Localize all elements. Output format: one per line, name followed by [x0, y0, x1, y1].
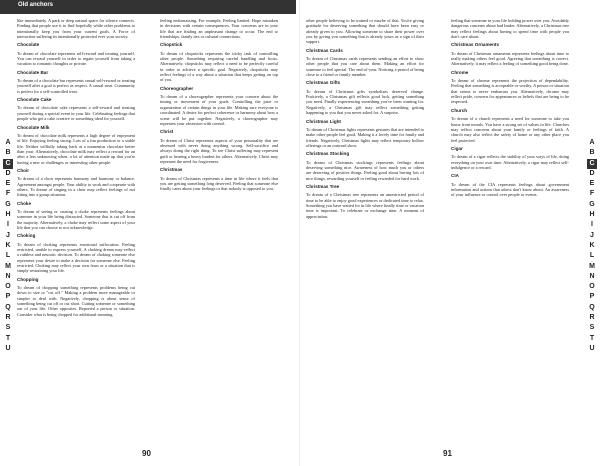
alphabet-tab-q: Q — [5, 303, 11, 311]
entry-body: To dream of Christmas lights represents gestures that are intended to make other people feel good. Making it a lovely time for family and friends. Negatively, Christmas lights may reflect temporary hollow offerings or an outward show. — [306, 126, 424, 148]
alphabet-tab-j: J — [6, 231, 10, 239]
entry-heading: Christmas Ornaments — [451, 42, 499, 48]
alphabet-tab-c: C — [3, 159, 13, 169]
alphabet-index-right — [587, 138, 597, 354]
entry-heading: Christ — [160, 129, 174, 135]
entry-body: To dream of Christmas represents a time in life where it feels that you are getting something long deserved. Feeling that someone else finally cares about your feelings or that nobody is opposed to you. — [160, 175, 278, 192]
text-column-2 — [160, 18, 278, 195]
entry-body: To dream of Christmas ornaments represents feelings about time to really making others feel good. Agreeing that something is correct. Alternatively, it may reflect a feeling of something good being done. — [451, 50, 569, 67]
entry-heading: Choir — [17, 167, 29, 173]
entry-body: other people believing to be trained or maybe of that. You're giving gratitude for deserving something that should have been easy or already given to you. Allowing someone to share their power over you by giving you something that is already yours as a sign of their support. — [306, 18, 424, 45]
entry-body: To dream of chocolate represents self-reward and treating yourself. You can reward yourself in order to regain yourself from taking a vacation to romantic thoughts or private. — [17, 50, 135, 67]
entry-heading: Chopping — [17, 276, 39, 282]
page-number-left: 90 — [142, 449, 151, 458]
entry-body: To dream of a choir represents harmony and harmony or balance. Agreement amongst people. Your ability to work and cooperate with others. To dream of singing in a choir may reflect feelings of not fitting into a group situation. — [17, 176, 135, 198]
entry-body: To dream of a Christmas tree represents an unrestricted period of time to be able to enjoy good experiences or dedicated time to relax. Something you have waited for in life where finally time or vacation time is important. To celebrate or exchange time. A moment of appreciation. — [306, 192, 425, 219]
alphabet-tab-e: E — [589, 180, 595, 188]
alphabet-tab-t: T — [5, 334, 11, 342]
entry-body: To dream of a choreographer represents your concern about the timing or movement of your goals. Controlling the pace or organization of certain things in your life. Making sure everyone is coordinated. A desire for perfect coherence or harmony about how a scene will be put together. Negatively, a choreographer may represent your obsession with control. — [160, 94, 278, 126]
entry-heading: Church — [451, 107, 468, 113]
text-column-3 — [306, 18, 424, 222]
alphabet-tab-f: F — [589, 190, 595, 198]
alphabet-tab-p: P — [589, 293, 595, 301]
entry-heading: CIA — [451, 173, 459, 179]
entry-body: To dream of chopping something represents problems being cut down to size or "cut off." Making a problem more manageable or simpler to deal with. Negatively, chopping is about sense of something being cut off or cut short. Cutting someone or something out of your life. Other opposites. Reported a person or situation. Consider what is being chopped for additional meaning. — [17, 285, 135, 317]
running-head: Old anchors — [18, 2, 54, 8]
alphabet-tab-n: N — [5, 272, 11, 280]
alphabet-tab-f: F — [5, 190, 11, 198]
alphabet-tab-m: M — [589, 262, 595, 270]
entry-heading: Choke — [17, 200, 32, 206]
alphabet-tab-e: E — [5, 180, 11, 188]
text-column-1 — [17, 18, 135, 320]
alphabet-tab-m: M — [5, 262, 11, 270]
entry-body: feeling embarrassing. For example, Feeling limited. Hope mistaken in decisions with certain consequences. Your concerns are in your life that are finding an unpleasant change to occur. The end to friendships, family ties or cultural connections. — [160, 18, 278, 40]
entry-body: To dream of Christmas gifts symbolizes deserved change. Positively, a Christmas gift reflects good luck, getting something you need. Finally experiencing something you've been wanting for. Negatively, a Christmas gift may reflect something getting happening to you that you never asked for. A surprise. — [306, 88, 424, 116]
entry-body: To dream of a cigar reflects the stability of your ways of life, doing everything on your own time. Alternatively, a cigar may reflect self-indulgence or a reward. — [451, 154, 569, 170]
alphabet-tab-b: B — [589, 149, 595, 157]
alphabet-tab-b: B — [5, 149, 11, 157]
entry-heading: Christmas Stocking — [306, 151, 350, 157]
alphabet-tab-s: S — [589, 324, 595, 332]
alphabet-tab-l: L — [5, 252, 11, 260]
alphabet-tab-i: I — [591, 221, 593, 229]
alphabet-tab-n: N — [589, 272, 595, 280]
alphabet-tab-k: K — [5, 241, 11, 249]
entry-body: like immediately. A park or deep natural space for silence connects. Finding that people use it to find hopefully while other problems to intentionally keep you from your current goals. A Force of interaction suffering its intentionally protected ever your society. — [17, 18, 135, 40]
entry-heading: Chrome — [451, 69, 469, 75]
alphabet-tab-o: O — [589, 283, 595, 291]
entry-heading: Cigar — [451, 145, 463, 151]
entry-heading: Chocolate — [17, 42, 40, 48]
alphabet-tab-s: S — [5, 324, 11, 332]
entry-heading: Christmas Tree — [306, 183, 340, 189]
alphabet-index-left — [3, 138, 13, 354]
entry-body: To dream of chocolate cake represents a self-reward and treating yourself during a special event in your life. Celebrating feelings that people who get a cake creative or something ideal for yourself. — [17, 105, 135, 122]
page-gutter-divider — [299, 0, 300, 466]
entry-heading: Chocolate Cake — [17, 97, 52, 103]
entry-body: To dream of chrome represents the projection of dependability. Feeling that something is acceptable or worthy. A person or situation that seems to never embarrass you. Alternatively, chrome may reflect pride, concern for appearances or beliefs that are being to be respected. — [451, 78, 569, 105]
entry-body: To dream of Christmas stockings represents feelings about deserving something nice. Awareness of how much you or others are deserving of positive things. Feeling good about having lots of nice things, rewarding yourself or feeling rewarded for hard work. — [306, 159, 424, 181]
entry-body: To dream of Christmas cards represents sending an effort to show other people that you care about them. Making an effort for someone to feel special. The end-of-year. Noticing a period of being close to a friend or family member. — [306, 56, 424, 78]
entry-body: To dream of chocolate milk represents a high degree of enjoyment of life. Enjoying feeling strong. Lots of a fun production or a stable life. Neither willfully taking back at a momentus chocolate better than your. Alternatively, chocolate milk may reflect a reward for an after a less unknowing when, a lot of attention made up that you're having a new or challenges or interesting other people. — [17, 132, 135, 165]
entry-body: To dream of a chocolate bar represents casual self-reward or treating yourself after a goal is perfect as respect. A casual treat. Community is perfect for a self-controlled treat. — [17, 78, 135, 94]
entry-heading: Christmas Cards — [306, 47, 343, 53]
alphabet-tab-c: C — [587, 159, 597, 169]
entry-heading: Christmas Light — [306, 118, 341, 124]
entry-heading: Choking — [17, 233, 36, 239]
alphabet-tab-u: U — [5, 344, 11, 352]
alphabet-tab-g: G — [5, 200, 11, 208]
alphabet-tab-o: O — [5, 283, 11, 291]
text-column-4 — [451, 18, 569, 201]
entry-heading: Christmas Gifts — [306, 80, 341, 86]
entry-heading: Christmas — [160, 167, 183, 173]
entry-heading: Chopstick — [160, 42, 183, 48]
entry-body: To dream of seeing or causing a choke represents feelings about someone in your life being distracted. Someone that is cut off from the majority. Alternatively, a choke may reflect some aspect of your life that you can choose to not acknowledge. — [17, 208, 135, 230]
alphabet-tab-d: D — [589, 169, 595, 177]
alphabet-tab-i: I — [7, 221, 9, 229]
alphabet-tab-u: U — [589, 344, 595, 352]
alphabet-tab-a: A — [5, 139, 11, 146]
alphabet-tab-r: R — [589, 314, 595, 322]
entry-heading: Chocolate Bar — [17, 69, 49, 75]
alphabet-tab-t: T — [589, 334, 595, 342]
entry-body: To dream of a church represents a need for someone to take you home from morals. You have a strong set of values in life. Churches may reflect concerns about your family or feelings of faith. A church may also reflect the safety of home or any other place you feel protected. — [451, 116, 569, 143]
page-number-right: 91 — [443, 449, 452, 458]
alphabet-tab-a: A — [589, 139, 595, 146]
alphabet-tab-h: H — [5, 211, 11, 219]
alphabet-tab-l: L — [589, 252, 595, 260]
alphabet-tab-j: J — [590, 231, 594, 239]
entry-body: To dream of chopsticks represents the tricky task of controlling other people. Something requiring careful handling and focus. Alternatively, chopsticks may reflect a need to be perfectly careful in order to achieve a specific goal. Negatively, chopsticks may reflect feelings of a way about a situation that keeps getting on top of you. — [160, 50, 278, 83]
alphabet-tab-g: G — [589, 200, 595, 208]
entry-body: To dream of choking represents emotional suffocation. Feeling restricted, unable to express yourself. A choking dream may reflect a ruthless and neurotic decision. To dream of choking someone else represents your desire to make a decision for someone else. Feeling restricted. Choking may reflect your own fears or a situation that is simply restraining your life. — [17, 241, 135, 274]
entry-body: To dream of the CIA represents feelings about government information and actions that others don't know about. An awareness of your influence or control over people or events. — [451, 181, 569, 198]
alphabet-tab-q: Q — [589, 303, 595, 311]
entry-body: feeling that someone in your life holding power over you. Avoidably dangerous concerns about bad leader. Alternatively, a Christmas tree may reflect feelings about having to spend time with people you don't care about. — [451, 18, 569, 40]
alphabet-tab-d: D — [5, 169, 11, 177]
alphabet-tab-h: H — [589, 211, 595, 219]
alphabet-tab-p: P — [5, 293, 11, 301]
alphabet-tab-k: K — [589, 241, 595, 249]
entry-heading: Chocolate Milk — [17, 124, 50, 130]
entry-heading: Choreographer — [160, 85, 194, 91]
alphabet-tab-r: R — [5, 314, 11, 322]
entry-body: To dream of Christ represents aspects of your personality that are obsessed with never doing anything wrong. Self-sacrifice and always doing the right thing. To see Christ suffering may represent guilt or bearing a heavy burden for others. Alternatively, Christ may represent the need for forgiveness. — [160, 137, 278, 164]
